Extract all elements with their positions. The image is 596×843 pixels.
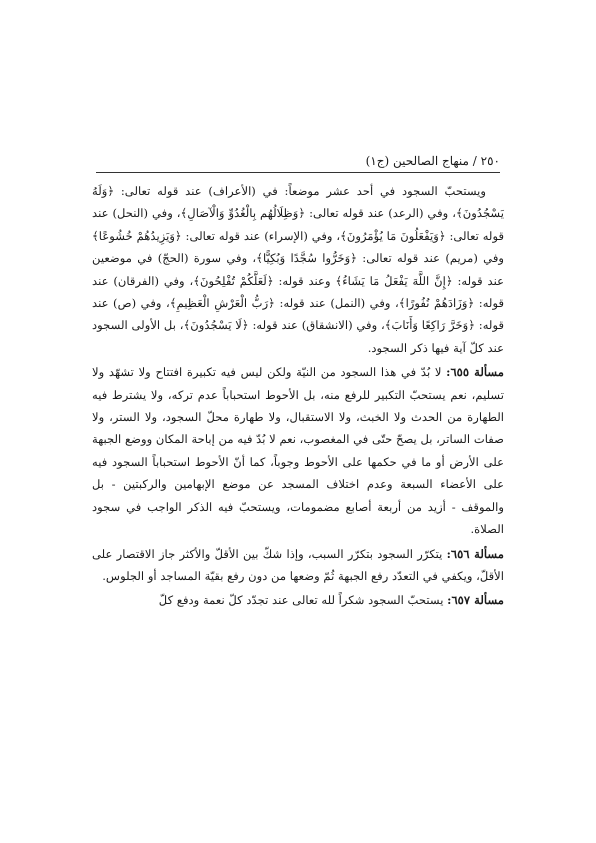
paragraph-issue-656 [92,543,504,588]
paragraph-intro [92,180,504,359]
issue-heading: مسألة ٦٥٦: [446,546,504,561]
paragraph-text: لا بُدّ في هذا السجود من النيّة ولكن ليس فيه تكبيرة افتتاح ولا تشهّد ولا تسليم، نعم يستحبّ التكبير للرفع منه، بل الأحوط استحباباً عدم تركه، ولا يشترط فيه الطهارة من الحدث ولا الخبث، ولا الاستقبال، ولا طهارة محلّ السجود، ولا الستر، ولا صفات الساتر، بل يصحّ حتّى في المغصوب، نعم لا بُدّ فيه من إباحة المكان ووضع الجبهة على الأرض أو ما في حكمها على الأحوط وجوباً، كما أنّ الأحوط استحباباً السجود فيه على الأعضاء السبعة وعدم اختلاف المسجد عن موضع الإبهامين والركبتين - بل والموقف - أزيد من أربعة أصابع مضمومات، ويستحبّ فيه الذكر الواجب في سجود الصلاة. [91,365,504,537]
page-number: ٢٥٠ [480,154,500,168]
book-title: منهاج الصالحين (ج١) [365,154,469,168]
page-header [96,152,500,170]
paragraph-text: ويستحبّ السجود في أحد عشر موضعاً: في (الأعراف) عند قوله تعالى: ﴿وَلَهُ يَسْجُدُونَ﴾، وفي (الرعد) عند قوله تعالى: ﴿وَظِلَالُهُم بِالْغُدُوِّ وَالْآصَالِ﴾، وفي (النحل) عند قوله تعالى: ﴿وَيَفْعَلُونَ مَا يُؤْمَرُونَ﴾، وفي (الإسراء) عند قوله تعالى: ﴿وَيَزِيدُهُمْ خُشُوعًا﴾ وفي (مريم) عند قوله تعالى: ﴿وَخَرُّوا سُجَّدًا وَبُكِيًّا﴾، وفي سورة (الحجّ) في موضعين عند قوله: ﴿إِنَّ اللَّهَ يَفْعَلُ مَا يَشَاءُ﴾ وعند قوله: ﴿لَعَلَّكُمْ تُفْلِحُونَ﴾، وفي (الفرقان) عند قوله: ﴿وَزَادَهُمْ نُفُورًا﴾، وفي (النمل) عند قوله: ﴿رَبُّ الْعَرْشِ الْعَظِيمِ﴾، وفي (ص) عند قوله: ﴿وَخَرَّ رَاكِعًا وَأَنَابَ﴾، وفي (الانشقاق) عند قوله: ﴿لَا يَسْجُدُونَ﴾، بل الأولى السجود عند كلّ آية فيها ذكر السجود. [92,184,504,355]
paragraph-issue-657 [92,589,504,611]
issue-heading: مسألة ٦٥٥: [446,365,504,380]
issue-heading: مسألة ٦٥٧: [447,593,504,608]
page-body [92,180,504,612]
paragraph-issue-655 [92,361,504,540]
header-separator: / [468,154,481,168]
paragraph-text: يتكرّر السجود بتكرّر السبب، وإذا شكّ بين الأقلّ والأكثر جاز الاقتصار على الأقلّ، ويكفي في التعدّد رفع الجبهة ثُمّ وضعها من دون رفع بقيّة المساجد أو الجلوس. [92,546,504,583]
header-divider [96,172,500,173]
paragraph-text: يستحبّ السجود شكراً لله تعالى عند تجدّد كلّ نعمة ودفع كلّ [158,593,448,608]
